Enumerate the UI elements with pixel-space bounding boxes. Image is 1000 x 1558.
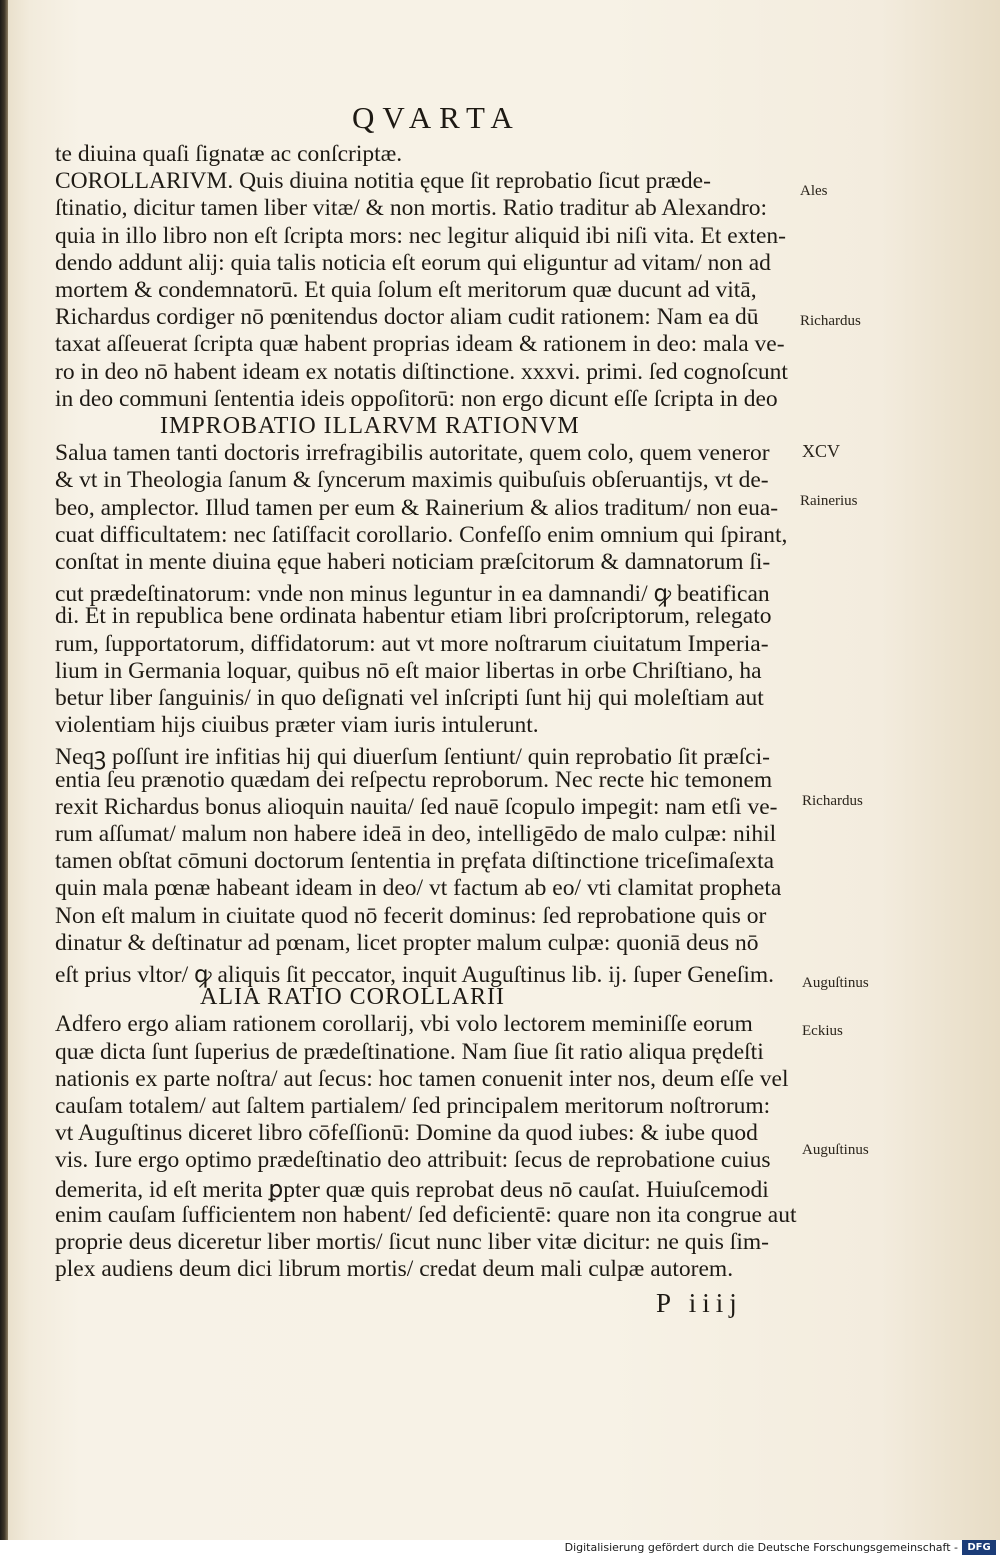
text-line: taxat aſſeuerat ſcripta quæ habent proprias ideam & rationem in deo: mala ve-: [55, 331, 785, 358]
text-line: quæ dicta ſunt ſuperius de prædeſtinatione. Nam ſiue ſit ratio aliqua prędeſti: [55, 1038, 764, 1065]
text-line: Non eſt malum in ciuitate quod nō fecerit dominus: ſed reprobatione quis or: [55, 902, 767, 929]
text-line: cuat difficultatem: nec ſatiſfacit corollario. Confeſſo enim omnium qui ſpirant,: [55, 521, 788, 548]
text-line: nationis ex parte noſtra/ aut ſecus: hoc tamen conuenit inter nos, deum eſſe vel: [55, 1065, 789, 1092]
margin-note: Rainerius: [800, 493, 858, 509]
text-line: entia ſeu prænotio quædam dei reſpectu reproborum. Nec recte hic temonem: [55, 766, 773, 793]
text-line: rum, ſupportatorum, diffidatorum: aut vt more noſtrarum ciuitatum Imperia-: [55, 630, 769, 657]
margin-note: Richardus: [800, 313, 861, 329]
text-line: cut prædeſtinatorum: vnde non minus leguntur in ea damnandi/ ꝙ beatifican: [55, 581, 770, 608]
page-header: QVARTA: [352, 100, 521, 135]
text-line: conſtat in mente diuina ęque haberi noticiam præſcitorum & damnatorum ſi-: [55, 549, 771, 575]
text-line: Richardus cordiger nō pœnitendus doctor aliam cudit rationem: Nam ea dū: [55, 304, 759, 331]
text-line: eſt prius vltor/ ꝙ aliquis ſit peccator, inquit Auguſtinus lib. ij. ſuper Geneſim.: [55, 962, 774, 988]
section-heading: IMPROBATIO ILLARVM RATIONVM: [160, 413, 580, 439]
text-line: lium in Germania loquar, quibus nō eſt maior libertas in orbe Chriſtiano, ha: [55, 657, 762, 684]
margin-note: Auguſtinus: [802, 975, 869, 991]
text-line: dendo addunt alij: quia talis noticia eſt eorum qui eliguntur ad vitam/ non ad: [55, 249, 771, 276]
text-line: quia in illo libro non eſt ſcripta mors: nec legitur aliquid ibi niſi vita. Et exten-: [55, 222, 786, 249]
text-line: vis. Iure ergo optimo prædeſtinatio deo attribuit: ſecus de reprobatione cuius: [55, 1147, 771, 1174]
text-line: & vt in Theologia ſanum & ſyncerum maximis quibuſuis obſeruantijs, vt de-: [55, 467, 769, 494]
text-line: betur liber ſanguinis/ in quo deſignati vel inſcripti ſunt hij qui moleſtiam aut: [55, 685, 764, 711]
text-line: quin mala pœnæ habeant ideam in deo/ vt factum ab eo/ vti clamitat propheta: [55, 875, 782, 902]
text-line: rexit Richardus bonus alioquin nauita/ ſed nauē ſcopulo impegit: nam etſi ve-: [55, 793, 778, 820]
margin-note: Richardus: [802, 793, 863, 809]
text-line: tamen obſtat cōmuni doctorum ſententia in pręfata diſtinctione triceſimaſexta: [55, 848, 775, 875]
dfg-logo: DFG: [962, 1540, 996, 1555]
signature-mark: P iiij: [656, 1288, 743, 1318]
text-line: violentiam hijs ciuibus præter viam iuris intulerunt.: [55, 712, 539, 739]
text-line: proprie deus diceretur liber mortis/ ſicut nunc liber vitæ dicitur: ne quis ſim-: [55, 1229, 769, 1255]
margin-note: Eckius: [802, 1023, 843, 1039]
text-line: mortem & condemnatorū. Et quia ſolum eſt meritorum quæ ducunt ad vitā,: [55, 277, 757, 303]
footer-credit: Digitalisierung gefördert durch die Deutsche Forschungsgemeinschaft -: [564, 1541, 958, 1554]
text-line: vt Auguſtinus diceret libro cōfeſſionū: Domine da quod iubes: & iube quod: [55, 1120, 758, 1147]
section-heading: ALIA RATIO COROLLARII: [200, 984, 505, 1011]
text-line: di. Et in republica bene ordinata habentur etiam libri proſcriptorum, relegato: [55, 603, 772, 630]
text-line: rum aſſumat/ malum non habere ideā in deo, intelligēdo de malo culpæ: nihil: [55, 821, 777, 847]
text-line: dinatur & deſtinatur ad pœnam, licet propter malum culpæ: quoniā deus nō: [55, 929, 759, 956]
text-line: plex audiens deum dici librum mortis/ credat deum mali culpæ autorem.: [55, 1256, 734, 1283]
text-line: beo, amplector. Illud tamen per eum & Rainerium & alios traditum/ non eua-: [55, 494, 779, 521]
margin-note: Auguſtinus: [802, 1142, 869, 1158]
text-line: demerita, id eſt merita ꝑpter quæ quis reprobat deus nō cauſat. Huiuſcemodi: [55, 1176, 769, 1203]
folio-number: XCV: [802, 441, 841, 461]
text-line: Salua tamen tanti doctoris irrefragibilis autoritate, quem colo, quem veneror: [55, 440, 770, 467]
text-line: enim cauſam ſufficientem non habent/ ſed deficientē: quare non ita congrue aut: [55, 1201, 797, 1228]
text-line: te diuina quaſi ſignatæ ac conſcriptæ.: [55, 141, 403, 167]
text-line: ſtinatio, dicitur tamen liber vitæ/ & non mortis. Ratio traditur ab Alexandro:: [55, 195, 768, 222]
book-binding-edge: [0, 0, 8, 1540]
text-line: COROLLARIVM. Quis diuina notitia ęque ſit reprobatio ſicut præde-: [55, 168, 711, 195]
text-line: cauſam totalem/ aut ſaltem partialem/ ſed principalem meritorum noſtrorum:: [55, 1093, 771, 1119]
text-line: ro in deo nō habent ideam ex notatis diſtinctione. xxxvi. primi. ſed cognoſcunt: [55, 358, 788, 385]
text-line: Adfero ergo aliam rationem corollarij, vbi volo lectorem meminiſſe eorum: [55, 1011, 753, 1038]
text-line: Neqꝫ poſſunt ire infitias hij qui diuerſum ſentiunt/ quin reprobatio ſit præſci-: [55, 744, 770, 771]
text-line: in deo communi ſententia ideis oppoſitorū: non ergo dicunt eſſe ſcripta in deo: [55, 385, 778, 412]
margin-note: Ales: [800, 183, 828, 199]
